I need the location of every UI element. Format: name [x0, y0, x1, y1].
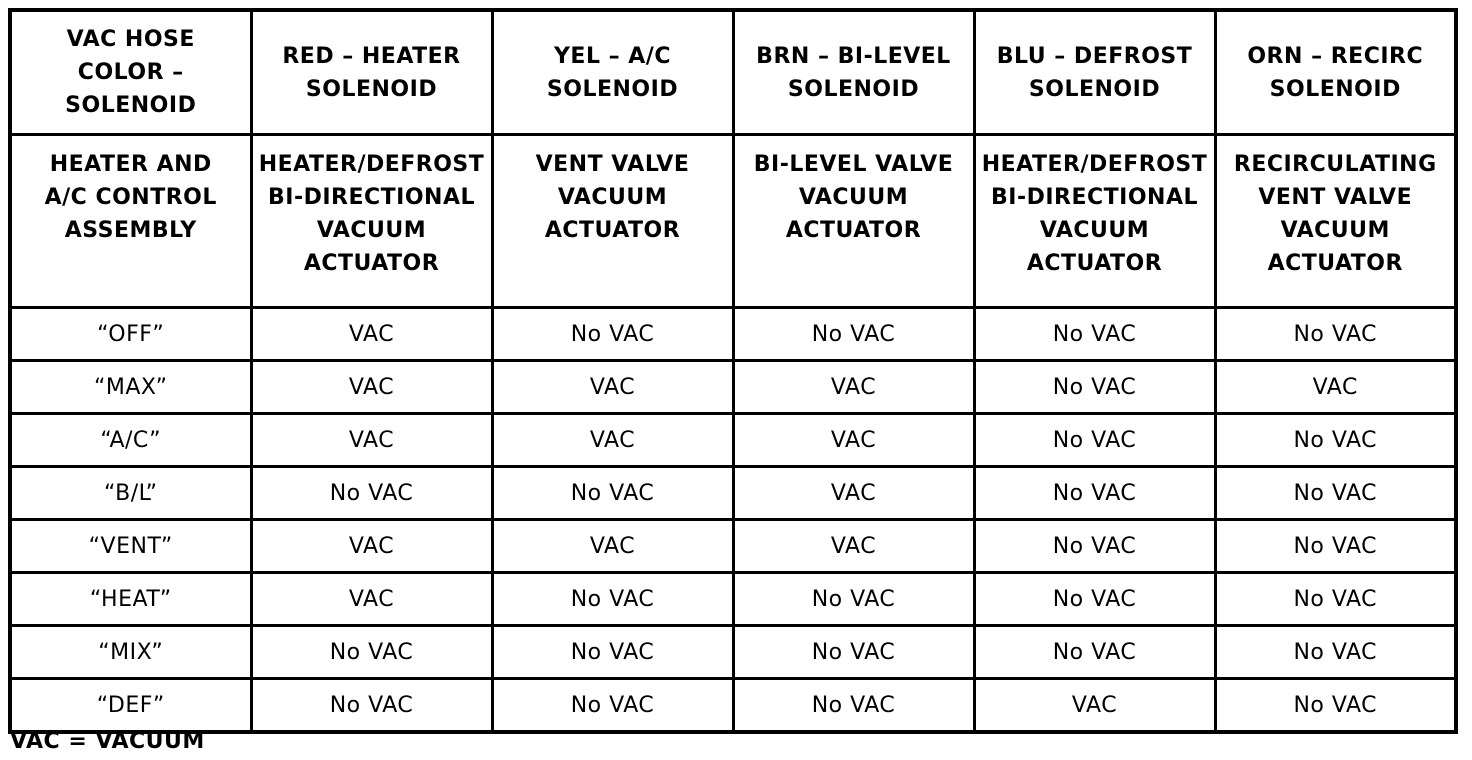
vacuum-state-cell: VAC — [251, 361, 492, 414]
component-cell-heater-defrost-actuator: HEATER/DEFROST BI-DIRECTIONAL VACUUM ACTUATOR — [251, 135, 492, 308]
table-row — [10, 414, 1456, 467]
vacuum-state-cell: No VAC — [974, 573, 1215, 626]
vacuum-state-cell: No VAC — [733, 679, 974, 733]
vacuum-state-cell: VAC — [733, 414, 974, 467]
vacuum-state-cell: No VAC — [974, 361, 1215, 414]
vacuum-state-cell: No VAC — [492, 679, 733, 733]
mode-cell: “MIX” — [10, 626, 251, 679]
vacuum-state-cell: VAC — [492, 361, 733, 414]
component-row — [10, 135, 1456, 308]
vacuum-state-cell: No VAC — [251, 679, 492, 733]
mode-cell: “B/L” — [10, 467, 251, 520]
vacuum-state-cell: VAC — [733, 361, 974, 414]
vacuum-state-cell: No VAC — [492, 573, 733, 626]
vacuum-state-cell: VAC — [492, 414, 733, 467]
table-row — [10, 679, 1456, 733]
vacuum-state-cell: No VAC — [974, 414, 1215, 467]
vacuum-state-cell: VAC — [974, 679, 1215, 733]
vacuum-state-cell: No VAC — [251, 626, 492, 679]
component-cell-bilevel-valve-actuator: BI-LEVEL VALVE VACUUM ACTUATOR — [733, 135, 974, 308]
mode-cell: “OFF” — [10, 308, 251, 361]
vacuum-state-cell: VAC — [251, 308, 492, 361]
footnote: VAC = VACUUM — [10, 729, 205, 754]
vacuum-state-cell: VAC — [733, 467, 974, 520]
table-row — [10, 361, 1456, 414]
mode-cell: “A/C” — [10, 414, 251, 467]
table-row — [10, 520, 1456, 573]
vacuum-state-cell: No VAC — [492, 308, 733, 361]
component-cell-vent-valve-actuator: VENT VALVE VACUUM ACTUATOR — [492, 135, 733, 308]
vacuum-state-cell: No VAC — [1215, 626, 1456, 679]
component-cell-control-assembly: HEATER AND A/C CONTROL ASSEMBLY — [10, 135, 251, 308]
mode-cell: “VENT” — [10, 520, 251, 573]
vacuum-state-cell: No VAC — [974, 308, 1215, 361]
vacuum-state-cell: No VAC — [733, 308, 974, 361]
vacuum-state-cell: No VAC — [1215, 308, 1456, 361]
vacuum-state-cell: No VAC — [1215, 573, 1456, 626]
table-row — [10, 573, 1456, 626]
vacuum-state-cell: VAC — [492, 520, 733, 573]
mode-cell: “DEF” — [10, 679, 251, 733]
vacuum-state-cell: No VAC — [974, 467, 1215, 520]
vacuum-state-cell: No VAC — [492, 626, 733, 679]
header-row — [10, 10, 1456, 135]
vacuum-state-cell: No VAC — [974, 626, 1215, 679]
vacuum-state-cell: No VAC — [1215, 679, 1456, 733]
header-cell-orn-recirc: ORN – RECIRC SOLENOID — [1215, 10, 1456, 135]
header-cell-yel-ac: YEL – A/C SOLENOID — [492, 10, 733, 135]
table-row — [10, 467, 1456, 520]
vacuum-state-cell: No VAC — [1215, 414, 1456, 467]
vacuum-state-cell: VAC — [251, 573, 492, 626]
component-cell-recirc-actuator: RECIRCULATING VENT VALVE VACUUM ACTUATOR — [1215, 135, 1456, 308]
table-row — [10, 308, 1456, 361]
mode-cell: “HEAT” — [10, 573, 251, 626]
vacuum-state-cell: VAC — [733, 520, 974, 573]
table-row — [10, 626, 1456, 679]
vacuum-state-cell: No VAC — [492, 467, 733, 520]
vacuum-state-cell: No VAC — [733, 626, 974, 679]
header-cell-hose-color: VAC HOSE COLOR – SOLENOID — [10, 10, 251, 135]
vacuum-state-cell: No VAC — [1215, 467, 1456, 520]
vacuum-state-cell: VAC — [251, 520, 492, 573]
vacuum-solenoid-table — [8, 8, 1458, 734]
header-cell-red-heater: RED – HEATER SOLENOID — [251, 10, 492, 135]
vacuum-state-cell: No VAC — [733, 573, 974, 626]
component-cell-defrost-actuator: HEATER/DEFROST BI-DIRECTIONAL VACUUM ACTUATOR — [974, 135, 1215, 308]
vacuum-state-cell: No VAC — [1215, 520, 1456, 573]
vacuum-state-cell: No VAC — [251, 467, 492, 520]
mode-cell: “MAX” — [10, 361, 251, 414]
vacuum-state-cell: No VAC — [974, 520, 1215, 573]
header-cell-brn-bilevel: BRN – BI-LEVEL SOLENOID — [733, 10, 974, 135]
header-cell-blu-defrost: BLU – DEFROST SOLENOID — [974, 10, 1215, 135]
vacuum-state-cell: VAC — [1215, 361, 1456, 414]
vacuum-state-cell: VAC — [251, 414, 492, 467]
